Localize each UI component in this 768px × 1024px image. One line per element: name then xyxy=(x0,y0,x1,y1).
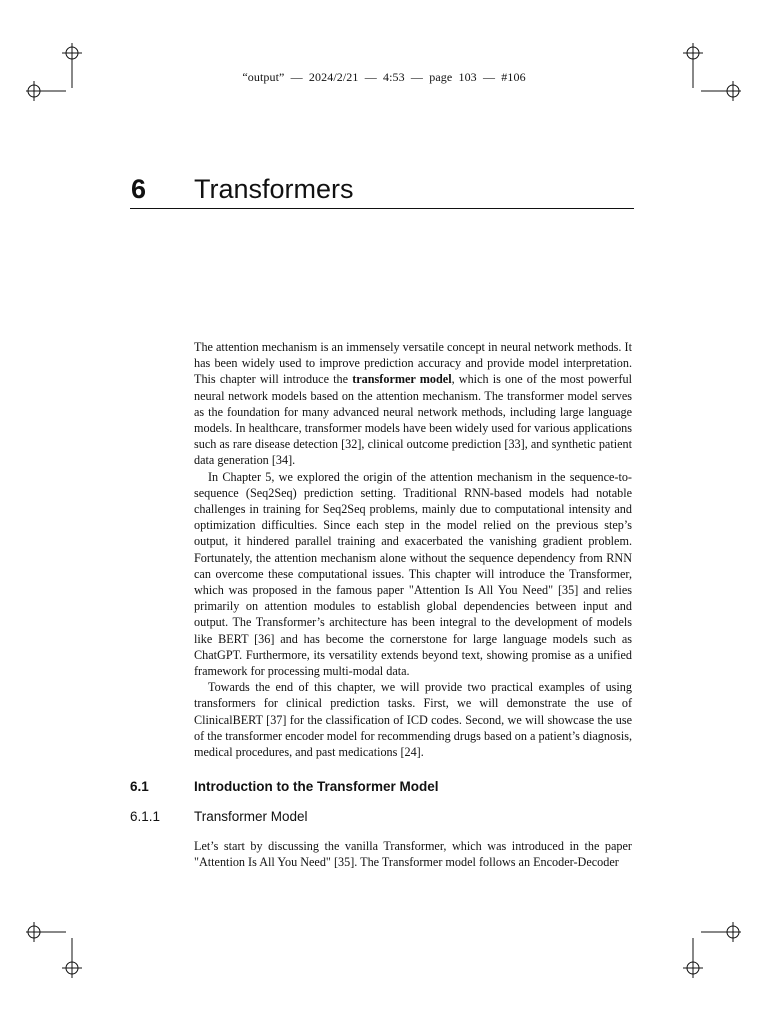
section-number: 6.1 xyxy=(130,779,149,794)
section-title: Introduction to the Transformer Model xyxy=(194,779,439,794)
intro-paragraph-2: In Chapter 5, we explored the origin of the attention mechanism in the sequence-to-sequence (Seq2Seq) prediction setting. Traditional RNN-based models had notable challenges in training for Seq2Seq problems, mainly due to computational intensity and optimization difficulties. Since each step in the model relied on the previous step’s output, it hindered parallel training and exacerbated the vanishing gradient problem. Fortunately, the attention mechanism alone without the sequence dependency from RNN can overcome these computational issues. This chapter will introduce the Transformer, which was proposed in the famous paper "Attention Is All You Need" [35] and relies primarily on attention modules to establish global dependencies between input and output. The Transformer’s architecture has been integral to the development of models like BERT [36] and has become the cornerstone for large language models such as ChatGPT. Furthermore, its versatility extends beyond text, showing promise as a unified framework for processing multi-modal data. xyxy=(194,469,632,679)
subsection-heading xyxy=(130,808,634,826)
chapter-number: 6 xyxy=(131,174,147,204)
chapter-rule xyxy=(130,208,634,209)
subsection-title: Transformer Model xyxy=(194,809,308,824)
chapter-title: Transformers xyxy=(194,174,354,204)
chapter-heading xyxy=(130,171,634,209)
intro-paragraph-1-end: , which is one of the most powerful neural network models based on the attention mechanism. The transformer model serves as the foundation for many advanced neural network methods, including large language models. In healthcare, transformer models have been widely used for various applications such as rare disease detection [32], clinical outcome prediction [33], and synthetic patient data generation [34]. xyxy=(194,372,632,468)
subsection-paragraph: Let’s start by discussing the vanilla Transformer, which was introduced in the paper "Attention Is All You Need" [35]. The Transformer model follows an Encoder-Decoder xyxy=(194,839,632,870)
intro-paragraph-1 xyxy=(194,339,632,469)
section-heading xyxy=(130,778,634,796)
running-header: “output” — 2024/2/21 — 4:53 — page 103 — #106 xyxy=(242,70,526,84)
transformer-model-term: transformer model xyxy=(352,372,452,387)
intro-paragraph-3: Towards the end of this chapter, we will provide two practical examples of using transformers for clinical prediction tasks. First, we will demonstrate the use of ClinicalBERT [37] for the classification of ICD codes. Second, we will showcase the use of the transformer encoder model for recommending drugs based on a patient’s diagnosis, medical procedures, and past medications [24]. xyxy=(194,680,632,760)
subsection-body xyxy=(194,838,632,870)
subsection-number: 6.1.1 xyxy=(130,809,161,824)
chapter-introduction xyxy=(194,339,632,760)
crop-mark-bottom-left xyxy=(26,920,106,1000)
crop-mark-bottom-right xyxy=(662,920,742,1000)
intro-paragraph-1-start: The attention mechanism is an immensely versatile concept in neural network methods. It has been widely used to improve prediction accuracy and provide model interpretation. This chapter will introduce the xyxy=(194,340,632,387)
